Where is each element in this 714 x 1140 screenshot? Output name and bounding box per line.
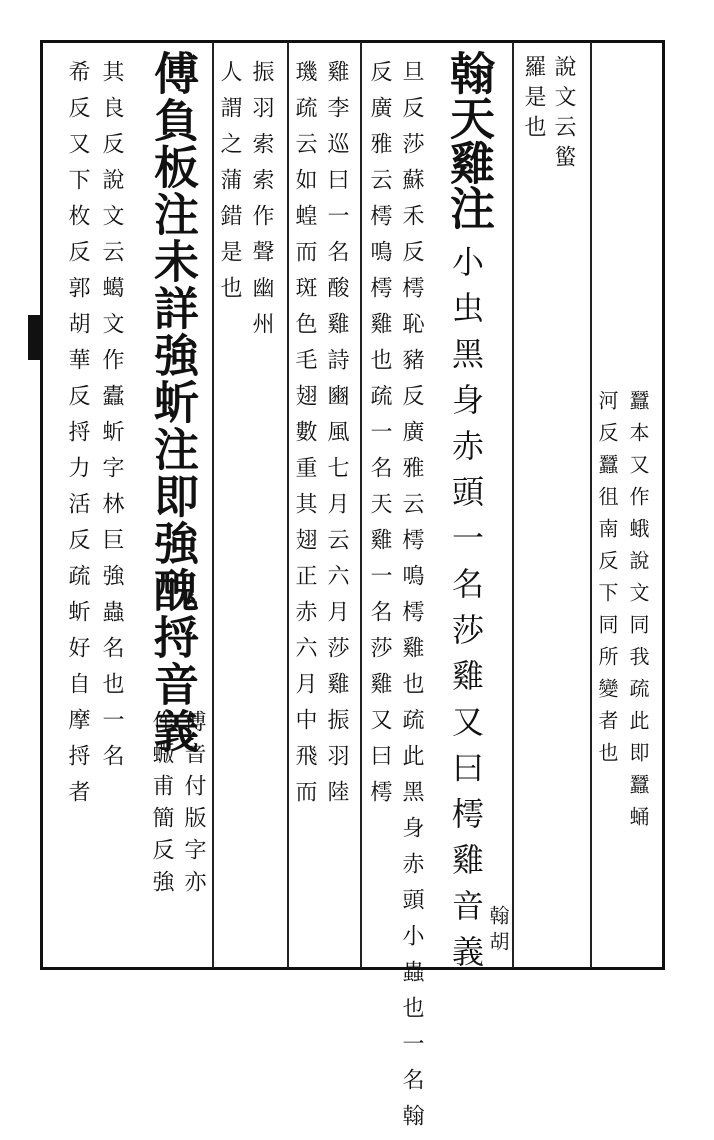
column-rule [512, 42, 514, 968]
annotation-text: 振羽索索作聲幽州 [249, 60, 274, 348]
margin-tab-mark [28, 315, 42, 360]
annotation-text: 說文云螸 [551, 55, 576, 175]
annotation-text: 翰胡 [486, 905, 510, 957]
annotation-text: 其良反說文云䗶文作蠹蚚字林巨強蟲名也一名 [99, 60, 124, 780]
annotation-text: 作蝂甫簡反強 [149, 710, 174, 902]
annotation-text: 傅音付版字亦 [181, 710, 206, 902]
annotation-text: 雞李巡曰一名酸雞詩豳風七月云六月莎雞振羽陸 [324, 60, 349, 816]
annotation-text: 璣疏云如蝗而斑色毛翅數重其翅正赤六月中飛而 [292, 60, 317, 816]
annotation-text: 希反又下枚反郭胡華反捋力活反疏蚚好自摩捋者 [65, 60, 90, 816]
annotation-text: 反廣雅云樗鳴樗雞也疏一名天雞一名莎雞又曰樗 [367, 60, 392, 816]
column-rule [287, 42, 289, 968]
annotation-text: 人謂之蒲錯是也 [217, 60, 242, 312]
column-rule [360, 42, 362, 968]
annotation-text: 旦反莎蘇禾反樗恥豬反廣雅云樗鳴樗雞也疏此黑身赤頭小蟲也一名翰 [399, 60, 424, 1140]
annotation-text: 河反蠶徂南反下同所變者也 [595, 390, 619, 774]
annotation-text: 蠶本又作蛾說文同我疏此即蠶蛹 [626, 390, 650, 838]
column-rule [590, 42, 592, 968]
entry-heading: 翰天雞注 [442, 50, 495, 230]
column-rule [212, 42, 214, 968]
entry-heading: 傅負板注未詳強蚚注即強醜捋音義 [146, 50, 199, 755]
annotation-text: 羅是也 [521, 55, 546, 145]
commentary-text: 小虫黑身赤頭一名莎雞又曰樗雞音義 [447, 245, 485, 981]
